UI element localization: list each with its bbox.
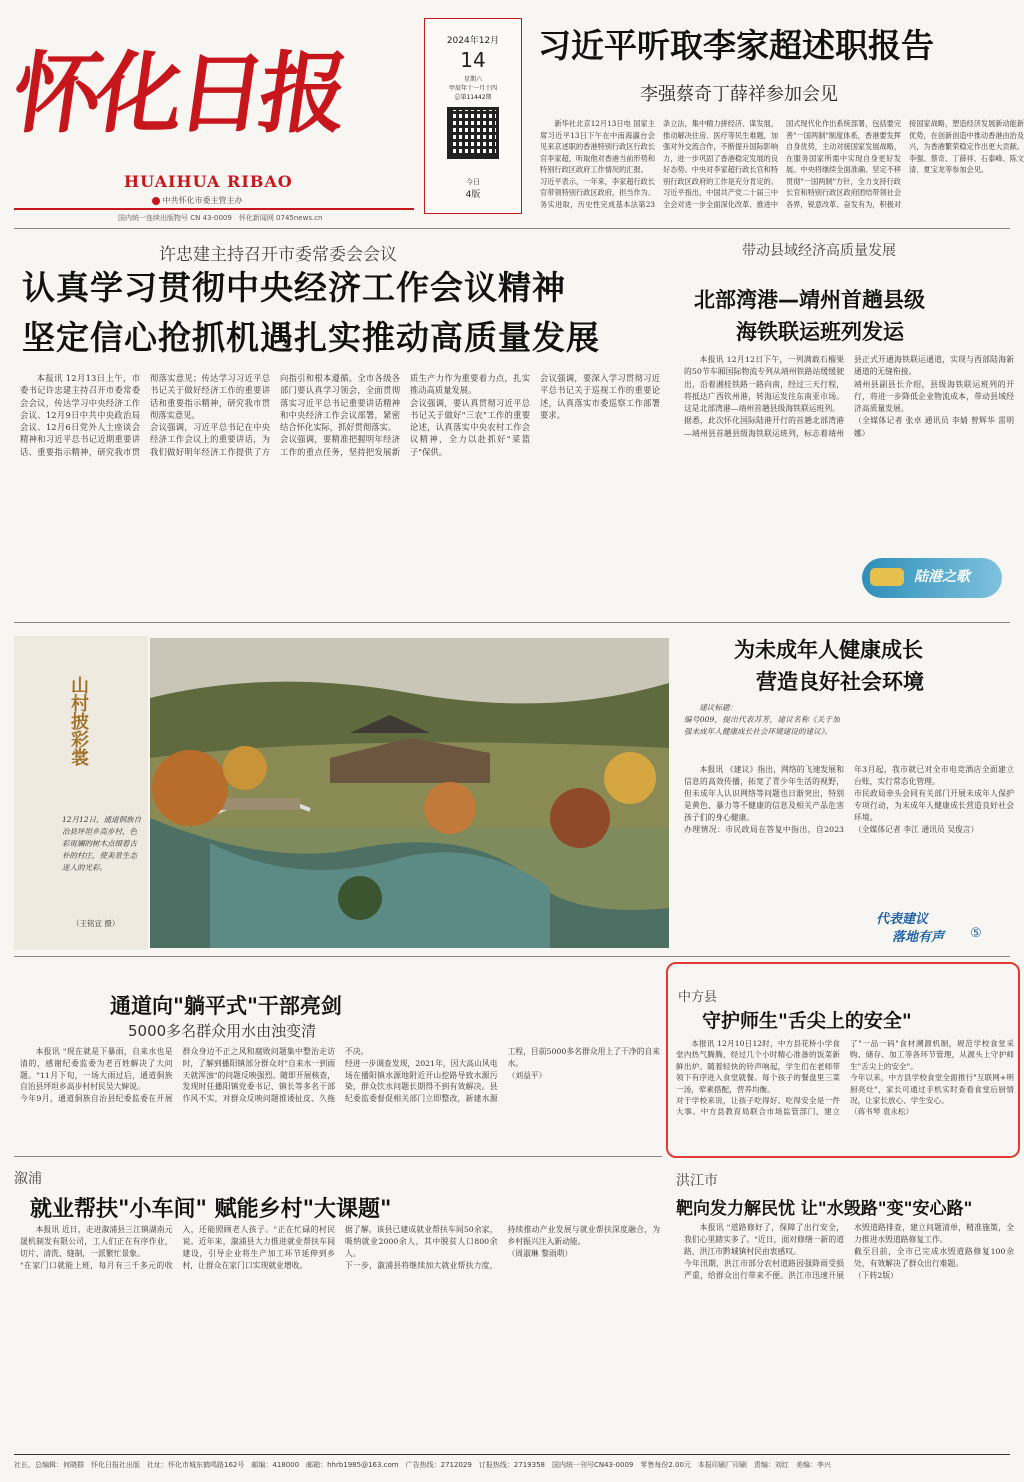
story-employment	[14, 1164, 662, 1450]
sponsor-line: 中共怀化市委主管主办	[152, 195, 243, 206]
committee-kicker: 许忠建主持召开市委常委会会议	[159, 245, 397, 265]
port-kicker: 带动县域经济高质量发展	[742, 243, 896, 259]
port-headline-2: 海铁联运班列发运	[736, 320, 904, 344]
weekday: 星期六	[463, 76, 482, 83]
logo-pinyin: HUAIHUA RIBAO	[124, 172, 293, 191]
employment-kicker: 溆浦	[14, 1171, 42, 1187]
water-kicker: 洪江市	[676, 1173, 718, 1189]
photo-title-panel	[14, 636, 148, 950]
pages-count: 4版	[465, 190, 481, 200]
party-emblem-icon	[152, 197, 160, 205]
qr-code[interactable]	[447, 107, 499, 159]
photo-credit: （王铭宜 摄）	[72, 919, 120, 928]
story-youth	[676, 632, 1016, 950]
story-water	[676, 1162, 1016, 1450]
port-headline-1: 北部湾港—靖州首趟县级	[694, 288, 925, 312]
issn-line: 国内统一连续出版物号 CN 43-0009 怀化新闻网 0745news.cn	[118, 214, 323, 222]
teacher-headline: 守护师生"舌尖上的安全"	[702, 1010, 912, 1032]
date-day: 14	[460, 48, 486, 72]
lead-body: 新华社北京12月13日电 国家主席习近平13日下午在中南海瀛台会见来京述职的香港特别行政区行政长官李家超，听取他对香港当前形势和特别行政区政府工作情况的汇报。 习近平表示，一年来，李家超行政长官带领特别行政区政府，担当作为、务实进取，历史性完成基本法第23条立法，集中精力拼经济、谋发展，推动解决住房、医疗等民生难题，加强对外交流合作，不断提升国际影响力，进一步巩固了香港稳定发展的良好态势。中央对李家超行政长官和特别行政区政府的工作是充分肯定的。 习近平指出，中国共产党二十届三中全会对进一步全面深化改革、推进中国式现代化作出系统部署，包括要完善"一国两制"制度体系，香港要发挥自身优势，主动对接国家发展战略，在服务国家所需中实现自身更好发展。中央将继续全面准确、坚定不移贯彻"一国两制"方针，全力支持行政长官和特别行政区政府团结带领社会各界，锐意改革、奋发有为，积极对接国家战略，塑造经济发展新动能新优势，在创新创造中推动香港由治及兴，为香港繁荣稳定作出更大贡献。 李强、蔡奇、丁薛祥、石泰峰、陈文清、夏宝龙等参加会见。	[540, 119, 1024, 209]
photo-title: 山村披彩裳	[68, 676, 89, 766]
port-badge	[862, 558, 1002, 598]
employment-headline: 就业帮扶"小车间" 赋能乡村"大课题"	[30, 1197, 392, 1222]
pages-label: 今日	[466, 178, 480, 186]
story-cadre	[14, 962, 662, 1152]
date-box	[424, 18, 522, 214]
date-year-month: 2024年12月	[446, 36, 500, 46]
masthead	[0, 0, 1024, 228]
water-headline: 靶向发力解民忧 让"水毁路"变"安心路"	[676, 1199, 973, 1219]
village-photo	[150, 638, 669, 948]
youth-badge-number: ⑤	[970, 926, 982, 941]
port-badge-label: 陆港之歌	[914, 569, 970, 585]
train-icon	[870, 568, 904, 586]
youth-headline-1: 为未成年人健康成长	[734, 638, 923, 662]
cadre-headline: 通道向"躺平式"干部亮剑	[110, 994, 342, 1018]
photo-feature	[14, 636, 669, 950]
lead-headline: 习近平听取李家超述职报告	[538, 26, 934, 65]
photo-caption: 12月12日，通道侗族自治县坪坦乡高步村，色彩斑斓的树木点缀着古朴的村庄，使美景生态迷人的光彩。	[62, 815, 142, 872]
committee-headline-2: 坚定信心抢抓机遇扎实推动高质量发展	[22, 318, 600, 357]
committee-headline-1: 认真学习贯彻中央经济工作会议精神	[22, 268, 566, 307]
youth-badge-line2: 落地有声	[892, 930, 945, 945]
cadre-body: 本报讯 "现在就是下暴雨，自来水也是清的，感谢纪委监委为老百姓解决了大问题。"11月下旬，一场大雨过后，通道侗族自治县坪坦乡高步村村民吴大婶说。 今年9月，通道侗族自治县纪委监委在开展群众身边不正之风和腐败问题集中整治走访时，了解到播阳镇部分群众对"自来水一到雨天就浑浊"的问题反映强烈。随即开展核查，发现时任播阳镇党委书记、镇长等多名干部作风不实，对群众反映问题推诿扯皮、久拖不决。 经进一步调查发现，2021年，因大高山风电场在播阳镇水源地附近开山挖路导致水源污染，群众饮水问题长期得不到有效解决。县纪委监委督促相关部门立即整改，新建水源工程，目前5000多名群众用上了干净的自来水。 （刘益平）	[20, 1047, 660, 1104]
teacher-body: 本报讯 12月10日12时，中方县花桥小学食堂内热气腾腾，经过几个小时精心准备的饭菜新鲜出炉。随着轻快的铃声响起，学生们在老师带领下有序进入食堂就餐。每个孩子的餐盘里三菜一汤，荤素搭配，营养均衡。 对于学校来说，让孩子吃得好、吃得安全是一件大事。中方县教育局联合市场监管部门，建立了"一品一码"食材溯源机制，规范学校食堂采购、储存、加工等各环节管理，从源头上守护师生"舌尖上的安全"。 今年以来，中方县学校食堂全面推行"互联网+明厨亮灶"，家长可通过手机实时查看食堂后厨情况，让家长放心、学生安心。 （蒋书琴 袁永松）	[676, 1039, 1014, 1117]
footer: 社长、总编辑：何晓群 怀化日报社出版 社址：怀化市城东鹤鸣路162号 邮编：418000 邮箱：hhrb1985@163.com 广告热线：2712029 订报热线：2719358 国内统一刊号CN43-0009 零售每份2.00元 本报印刷厂印刷 责编：刘红 美编：李兴	[14, 1461, 831, 1469]
story-port	[676, 236, 1016, 622]
youth-intro: 建议标题： 编号009，提出代表苏芳，建议名称《关于加强未成年人健康成长社会环境建设的建议》。	[684, 703, 840, 736]
lead-subhead: 李强蔡奇丁薛祥参加会见	[640, 84, 838, 105]
issue-number: 总第11442期	[454, 94, 492, 101]
lunar-date: 甲辰年十一月十四	[448, 85, 497, 92]
logo: 怀化日报	[6, 41, 350, 145]
youth-headline-2: 营造良好社会环境	[756, 670, 924, 694]
teacher-kicker: 中方县	[678, 990, 718, 1005]
story-committee	[14, 236, 669, 622]
youth-body: 本报讯 《建议》指出，网络的飞速发展和信息的高效传播，拓宽了青少年生活的视野，但未成年人认识网络等问题也日渐突出，特别是黄色、暴力等不健康的信息及相关产品危害孩子们的身心健康。 办理情况：市民政局在答复中指出，自2023年3月起，我市就已对全市电竞酒店全面建立台账，实行常态化管理。 市民政局牵头会同有关部门开展未成年人保护专项行动，为未成年人健康成长营造良好社会环境。 （全媒体记者 李江 通讯员 吴俊言）	[684, 765, 1014, 835]
committee-body: 本报讯 12月13日上午，市委书记许忠建主持召开市委常委会会议，传达学习中央经济工作会议、12月9日中共中央政治局会议、12月6日党外人士座谈会精神和习近平总书记近期重要讲话、重要指示精神，研究我市贯彻落实意见；传达学习习近平总书记关于做好经济工作的重要讲话和重要指示精神，研究我市贯彻落实意见。 会议强调，习近平总书记在中央经济工作会议上的重要讲话，为我们做好明年经济工作提供了方向指引和根本遵循。全市各级各部门要认真学习领会，全面贯彻落实习近平总书记重要讲话精神和中央经济工作会议部署，紧密结合怀化实际，抓好贯彻落实。 会议强调，要精准把握明年经济工作的重点任务，坚持把发展新质生产力作为重要着力点，扎实推动高质量发展。 会议强调，要认真贯彻习近平总书记关于做好"三农"工作的重要论述，认真落实中央农村工作会议精神，全力以赴抓好"菜篮子"保供。 会议强调，要深入学习贯彻习近平总书记关于巡视工作的重要论述，认真落实市委巡察工作部署要求。	[20, 373, 660, 457]
port-body: 本报讯 12月12日下午，一列满载石榴果的50节车厢国际物流专列从靖州铁路站缓缓驶出，沿着湘桂铁路一路向南，经过三天行程，将抵达广西钦州港，转海运发往东南亚市场。这是北部湾港—靖州首趟县级海铁联运班列。 据悉，此次怀化国际陆港开行的首趟北部湾港—靖州县首趟县级海铁联运班列，标志着靖州县正式开通海铁联运通道，实现与西部陆海新通道的无缝衔接。 靖州县副县长介绍，县级海铁联运班列的开行，将进一步降低企业物流成本，带动县域经济高质量发展。 （全媒体记者 张卓 通讯员 李婧 曾辉华 雷明娜）	[684, 355, 1014, 438]
employment-body: 本报讯 近日，走进溆浦县三江镇湖南元晟机制发有限公司，工人们正在有序作业，切片、清洗、缝制，一派繁忙景象。 "在家门口就能上班，每月有三千多元的收入，还能照顾老人孩子。"正在忙碌的村民说。近年来，溆浦县大力推进就业帮扶车间建设，引导企业将生产加工环节延伸到乡村，让群众在家门口实现就业增收。 据了解，该县已建成就业帮扶车间50余家，吸纳就业2000余人，其中脱贫人口800余人。 下一步，溆浦县将继续加大就业帮扶力度，持续推动产业发展与就业帮扶深度融合，为乡村振兴注入新动能。 （周淑琳 黎雨萌）	[20, 1225, 660, 1270]
youth-badge	[870, 908, 998, 948]
story-teacher	[672, 966, 1016, 1154]
youth-badge-line1: 代表建议	[876, 912, 929, 927]
cadre-subhead: 5000多名群众用水由浊变清	[128, 1022, 317, 1040]
water-body: 本报讯 "道路修好了，保障了出行安全，我们心里踏实多了。"近日，面对修缮一新的道路，洪江市黔城镇村民由衷感叹。 今年汛期，洪江市部分农村道路因强降雨受损严重，给群众出行带来不便。洪江市迅速开展水毁道路排查，建立问题清单，精准施策，全力推进水毁道路修复工作。 截至目前，全市已完成水毁道路修复100余处，有效解决了群众出行难题。 （下转2版）	[684, 1223, 1014, 1280]
